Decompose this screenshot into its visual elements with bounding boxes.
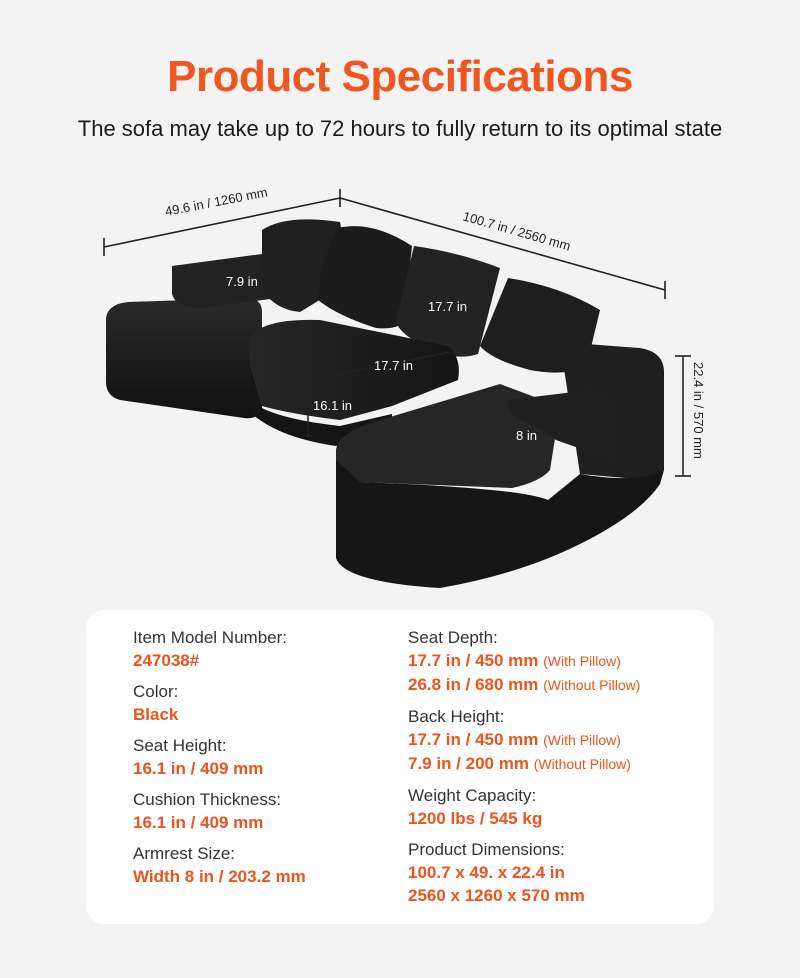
spec-label: Product Dimensions: — [408, 840, 565, 859]
spec-label: Weight Capacity: — [408, 786, 537, 805]
spec-value — [408, 673, 640, 697]
spec-cushion-thickness — [133, 788, 306, 834]
spec-value: Width 8 in / 203.2 mm — [133, 867, 306, 886]
dim-armrest: 8 in — [516, 428, 537, 443]
dim-left-cushion: 7.9 in — [226, 274, 258, 289]
spec-back-height — [408, 705, 640, 776]
spec-value: 2560 x 1260 x 570 mm — [408, 886, 585, 905]
page-subtitle: The sofa may take up to 72 hours to fully return to its optimal state — [77, 116, 723, 141]
spec-value-main: 26.8 in / 680 mm — [408, 675, 539, 694]
page-title: Product Specifications — [167, 52, 633, 101]
specs-left-column — [133, 626, 306, 896]
spec-note: (With Pillow) — [543, 732, 621, 748]
dim-chaise-width: 49.6 in / 1260 mm — [163, 184, 269, 219]
spec-value: 100.7 x 49. x 22.4 in — [408, 863, 565, 882]
dim-seat-depth: 17.7 in — [374, 358, 414, 373]
spec-model — [133, 626, 306, 672]
spec-color — [133, 680, 306, 726]
specs-right-column — [408, 626, 640, 915]
spec-weight-capacity — [408, 784, 640, 830]
spec-value-main: 17.7 in / 450 mm — [408, 651, 539, 670]
spec-seat-depth — [408, 626, 640, 697]
spec-value — [408, 728, 640, 752]
spec-value: 16.1 in / 409 mm — [133, 759, 264, 778]
dim-height: 22.4 in / 570 mm — [691, 362, 706, 459]
spec-label: Back Height: — [408, 707, 505, 726]
spec-label: Seat Depth: — [408, 628, 498, 647]
spec-value: Black — [133, 705, 179, 724]
spec-value — [408, 752, 640, 776]
sofa-dimension-diagram — [0, 170, 800, 600]
spec-value — [408, 649, 640, 673]
spec-note: (With Pillow) — [543, 653, 621, 669]
spec-note: (Without Pillow) — [543, 677, 641, 693]
spec-product-dimensions — [408, 838, 640, 907]
spec-value: 1200 lbs / 545 kg — [408, 809, 543, 828]
spec-value: 247038# — [133, 651, 200, 670]
dim-seat-height: 16.1 in — [313, 398, 353, 413]
dim-back-height: 17.7 in — [428, 299, 468, 314]
spec-label: Color: — [133, 682, 179, 701]
spec-value: 16.1 in / 409 mm — [133, 813, 264, 832]
spec-label: Cushion Thickness: — [133, 790, 282, 809]
sofa-image — [106, 219, 664, 588]
dim-total-length: 100.7 in / 2560 mm — [461, 208, 573, 254]
spec-label: Seat Height: — [133, 736, 227, 755]
spec-note: (Without Pillow) — [533, 756, 631, 772]
specs-card — [86, 610, 714, 924]
spec-armrest-size — [133, 842, 306, 888]
spec-seat-height — [133, 734, 306, 780]
spec-label: Armrest Size: — [133, 844, 236, 863]
spec-label: Item Model Number: — [133, 628, 287, 647]
spec-value-main: 7.9 in / 200 mm — [408, 754, 529, 773]
spec-value-main: 17.7 in / 450 mm — [408, 730, 539, 749]
